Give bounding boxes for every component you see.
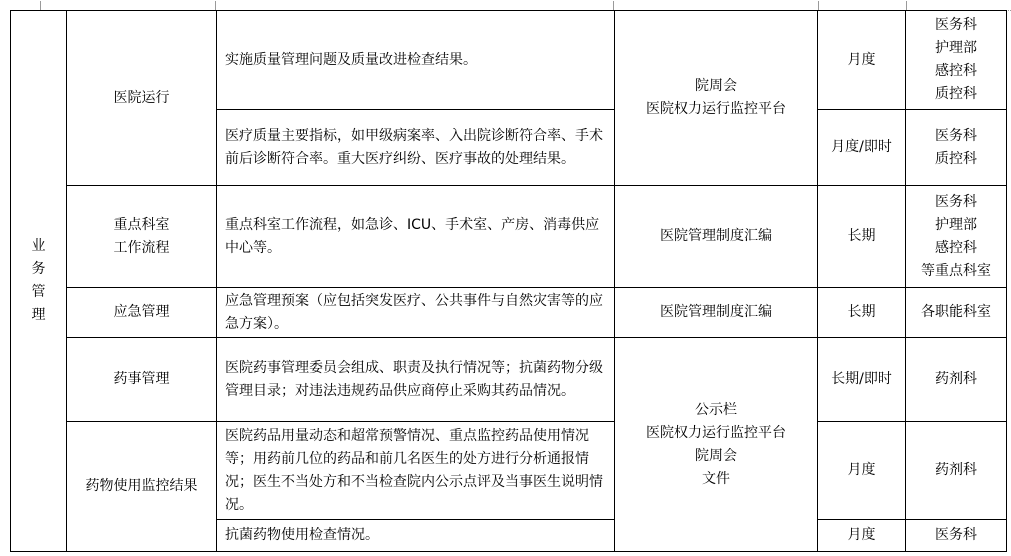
period-cell: 长期/即时: [818, 338, 906, 422]
channel-cell: 医院管理制度汇编: [615, 288, 818, 338]
content-cell: 重点科室工作流程，如急诊、ICU、手术室、产房、消毒供应中心等。: [217, 186, 615, 288]
item-cell: 医院运行: [67, 11, 217, 186]
item-cell: 应急管理: [67, 288, 217, 338]
item-cell: 重点科室 工作流程: [67, 186, 217, 288]
dept-cell: 各职能科室: [906, 288, 1007, 338]
content-cell: 医院药事管理委员会组成、职责及执行情况等；抗菌药物分级管理目录；对违法违规药品供应商停止采购其药品情况。: [217, 338, 615, 422]
dept-cell: 药剂科: [906, 338, 1007, 422]
content-cell: 实施质量管理问题及质量改进检查结果。: [217, 11, 615, 110]
content-cell: 抗菌药物使用检查情况。: [217, 520, 615, 552]
period-cell: 月度: [818, 520, 906, 552]
channel-cell: 医院管理制度汇编: [615, 186, 818, 288]
period-cell: 长期: [818, 288, 906, 338]
content-cell: 医院药品用量动态和超常预警情况、重点监控药品使用情况等；用药前几位的药品和前几名医生的处方进行分析通报情况；医生不当处方和不当检查院内公示点评及当事医生说明情况。: [217, 422, 615, 520]
period-cell: 月度: [818, 11, 906, 110]
dept-cell: 医务科 质控科: [906, 110, 1007, 186]
period-cell: 月度/即时: [818, 110, 906, 186]
category-cell: 业 务 管 理: [11, 11, 67, 552]
table-row: [11, 288, 1007, 338]
disclosure-table: [10, 10, 1007, 552]
dept-cell: 医务科 护理部 感控科 质控科: [906, 11, 1007, 110]
content-cell: 应急管理预案（应包括突发医疗、公共事件与自然灾害等的应急方案）。: [217, 288, 615, 338]
dept-cell: 药剂科: [906, 422, 1007, 520]
table-row: [11, 338, 1007, 422]
dept-cell: 医务科 护理部 感控科 等重点科室: [906, 186, 1007, 288]
dept-cell: 医务科: [906, 520, 1007, 552]
table-row: [11, 186, 1007, 288]
channel-cell: 院周会 医院权力运行监控平台: [615, 11, 818, 186]
item-cell: 药物使用监控结果: [67, 422, 217, 552]
table-row: [11, 422, 1007, 520]
channel-cell: 公示栏 医院权力运行监控平台 院周会 文件: [615, 338, 818, 552]
content-cell: 医疗质量主要指标，如甲级病案率、入出院诊断符合率、手术前后诊断符合率。重大医疗纠纷、医疗事故的处理结果。: [217, 110, 615, 186]
period-cell: 长期: [818, 186, 906, 288]
item-cell: 药事管理: [67, 338, 217, 422]
table-row: [11, 11, 1007, 110]
period-cell: 月度: [818, 422, 906, 520]
